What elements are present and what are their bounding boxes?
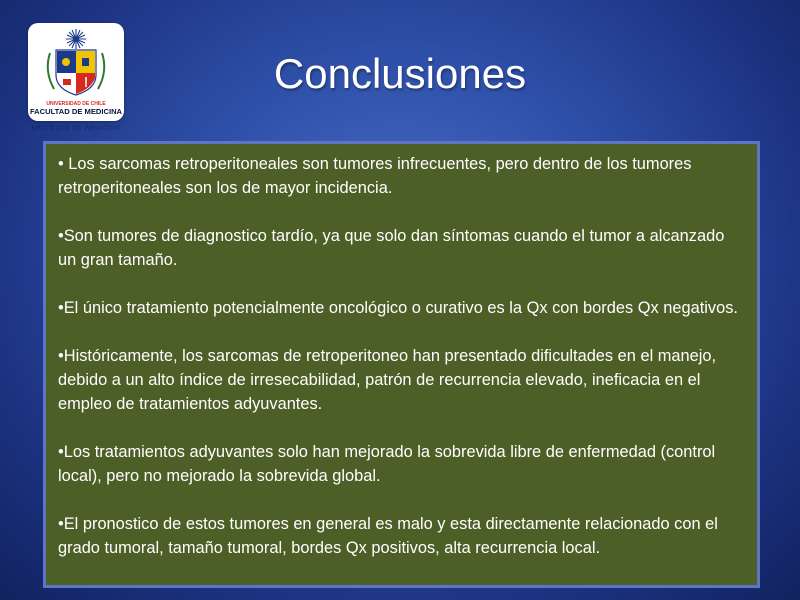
faculty-logo xyxy=(28,23,124,121)
bullet-item: • Los sarcomas retroperitoneales son tumores infrecuentes, pero dentro de los tumores retroperitoneales son los de mayor incidencia. xyxy=(58,155,692,197)
university-crest-icon xyxy=(28,23,124,121)
bullet-item: •El único tratamiento potencialmente oncológico o curativo es la Qx con bordes Qx negativos. xyxy=(58,299,738,317)
bullet-item: •El pronostico de estos tumores en general es malo y esta directamente relacionado con el grado tumoral, tamaño tumoral, bordes Qx positivos, alta recurrencia local. xyxy=(58,515,718,557)
bullet-item: •Los tratamientos adyuvantes solo han mejorado la sobrevida libre de enfermedad (control local), pero no mejorado la sobrevida global. xyxy=(58,443,716,485)
conclusions-box xyxy=(43,141,760,588)
logo-faculty-text: FACULTAD DE MEDICINA xyxy=(29,107,123,116)
logo-reflection xyxy=(28,123,124,139)
logo-reflection-text: FACULTAD DE MEDICINA xyxy=(31,123,121,130)
logo-university-text: UNIVERSIDAD DE CHILE xyxy=(46,101,106,107)
slide-title: Conclusiones xyxy=(273,50,527,97)
bullet-item: •Son tumores de diagnostico tardío, ya que solo dan síntomas cuando el tumor a alcanzado un gran tamaño. xyxy=(58,227,725,269)
bullet-item: •Históricamente, los sarcomas de retroperitoneo han presentado dificultades en el manejo, debido a un alto índice de irresecabilidad, patrón de recurrencia elevado, ineficacia en el empleo de tratamientos adyuvantes. xyxy=(58,347,717,413)
